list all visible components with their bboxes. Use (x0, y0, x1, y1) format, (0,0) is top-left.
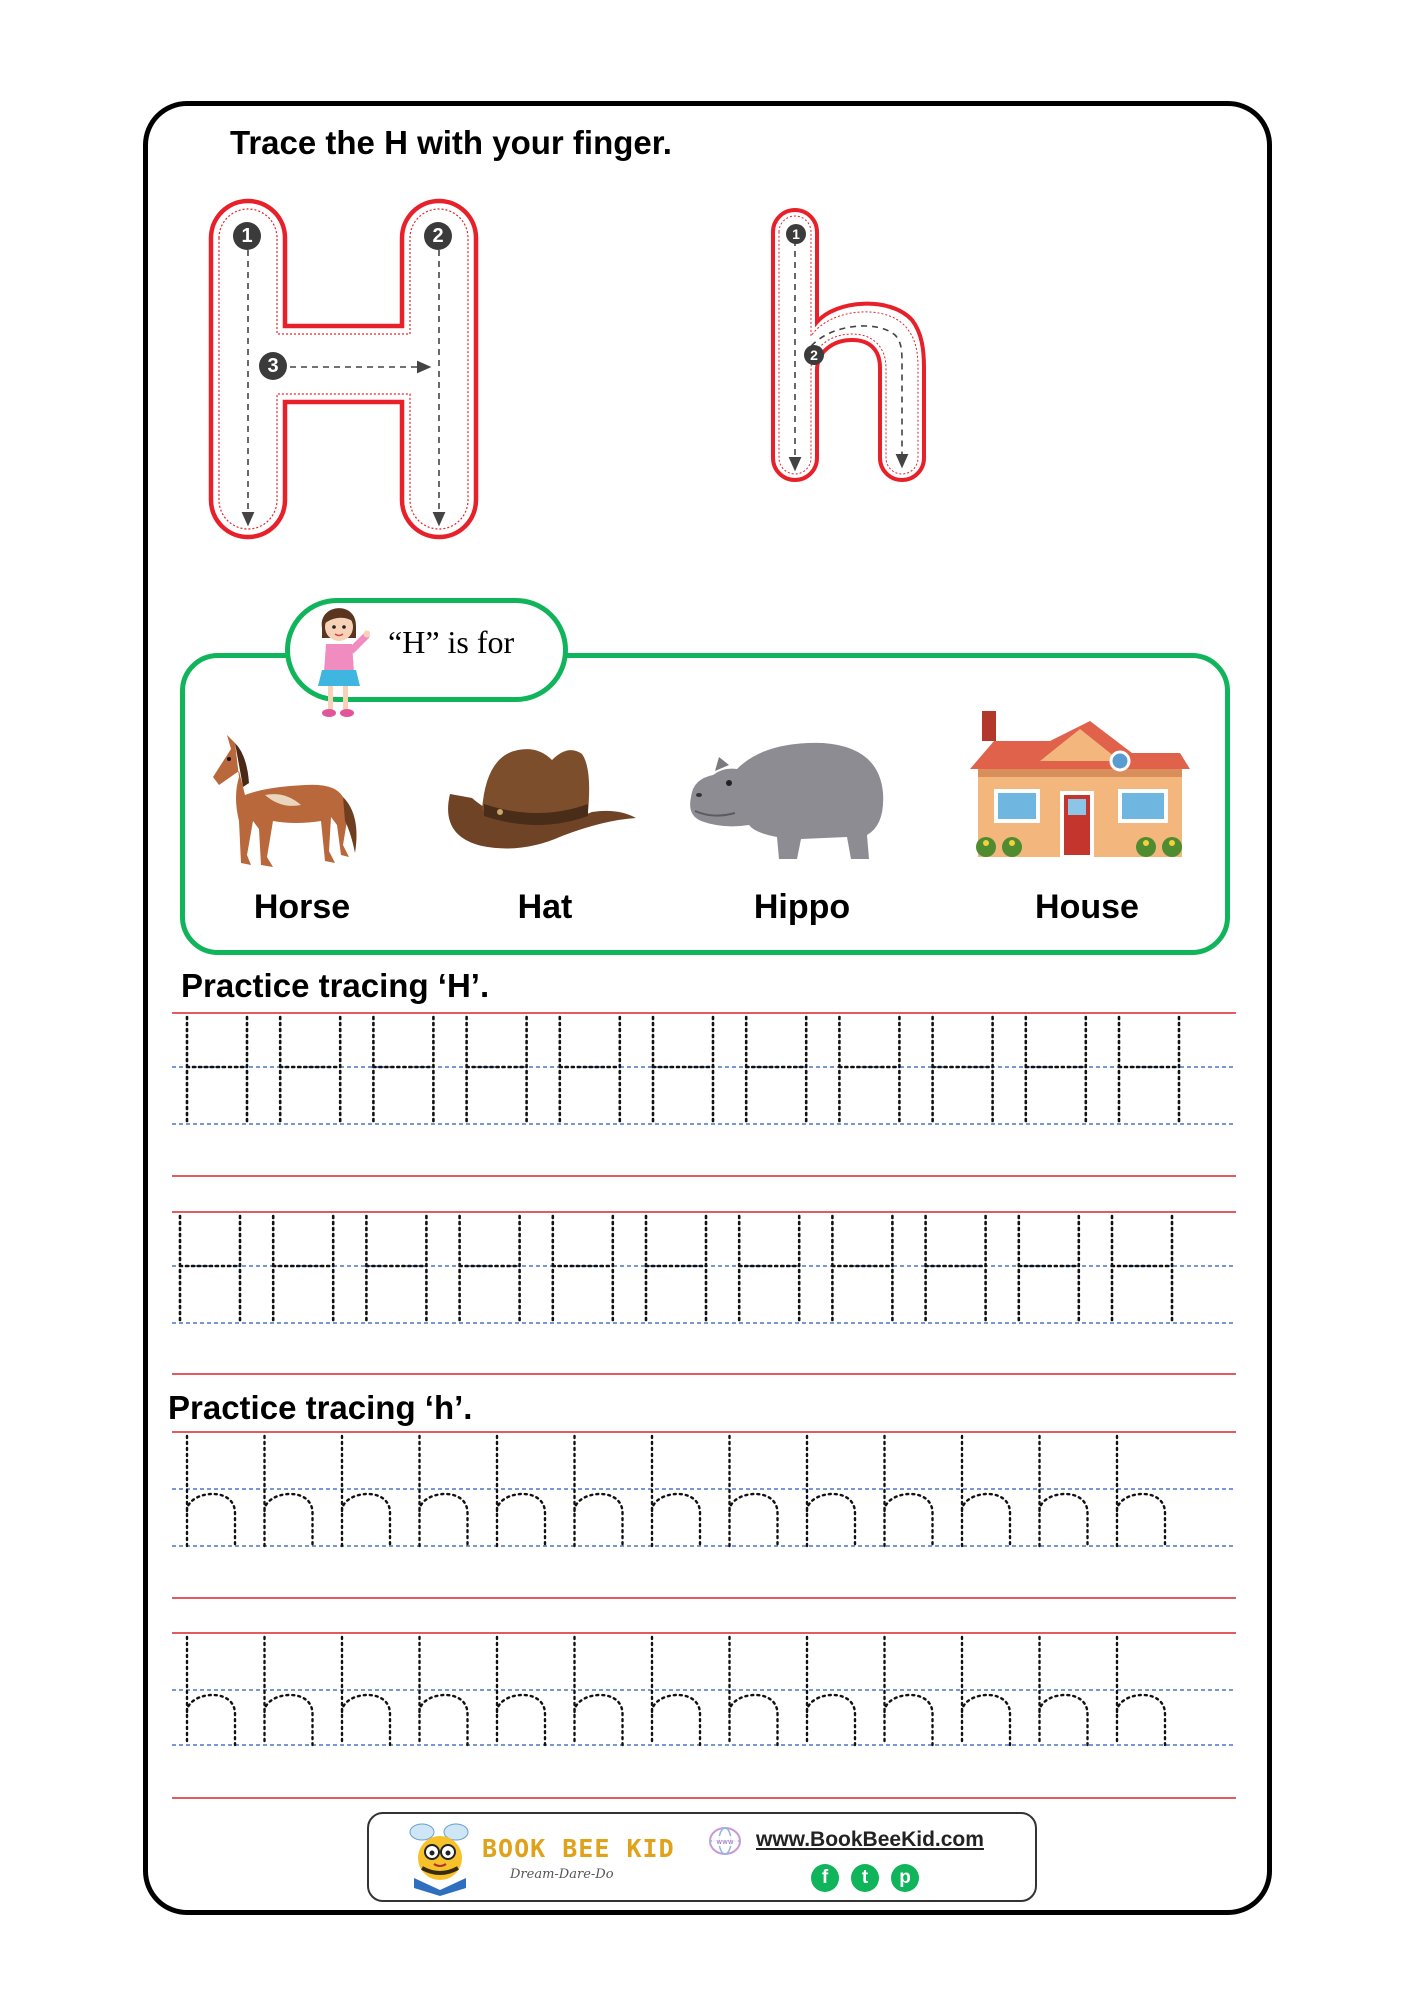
dotted-uppercase-h (926, 1216, 986, 1323)
dotted-lowercase-h (1117, 1436, 1165, 1546)
hat-picture (442, 738, 638, 858)
dotted-lowercase-h (342, 1637, 390, 1745)
practice-uppercase-heading: Practice tracing ‘H’. (181, 967, 490, 1004)
dotted-lowercase-h (652, 1436, 700, 1546)
dotted-lowercase-h (962, 1436, 1010, 1546)
dotted-lowercase-h (807, 1436, 855, 1546)
website-link[interactable]: www.BookBeeKid.com (756, 1828, 984, 1851)
house-picture (970, 707, 1190, 865)
dotted-lowercase-h (265, 1436, 313, 1546)
word-label: Horse (253, 888, 351, 926)
stroke-number-badge: 3 (259, 352, 287, 380)
dotted-uppercase-h (560, 1017, 620, 1124)
dotted-lowercase-h (730, 1436, 778, 1546)
dotted-uppercase-h (653, 1017, 713, 1124)
uppercase-h-outline (211, 201, 476, 537)
girl-picture (310, 600, 370, 722)
dotted-lowercase-h (187, 1436, 235, 1546)
dotted-lowercase-h (807, 1637, 855, 1745)
dotted-lowercase-h (187, 1637, 235, 1745)
dotted-uppercase-h (460, 1216, 520, 1323)
instruction-heading: Trace the H with your finger. (230, 124, 672, 161)
dotted-uppercase-h (273, 1216, 333, 1323)
brand-tagline: Dream-Dare-Do (510, 1867, 614, 1882)
globe-icon (708, 1826, 742, 1856)
dotted-lowercase-h (962, 1637, 1010, 1745)
practice-tracing-area (0, 990, 1414, 1820)
dotted-lowercase-h (420, 1436, 468, 1546)
dotted-lowercase-h (420, 1637, 468, 1745)
dotted-uppercase-h (187, 1017, 247, 1124)
dotted-lowercase-h (885, 1637, 933, 1745)
lowercase-h-outline (773, 210, 924, 480)
brand-name: BOOK BEE KID (482, 1834, 675, 1863)
dotted-uppercase-h (832, 1216, 892, 1323)
word-label: House (1035, 888, 1139, 926)
stroke-number-badge: 1 (233, 222, 261, 250)
trace-letters (0, 0, 1414, 560)
dotted-lowercase-h (265, 1637, 313, 1745)
svg-text:www: www (716, 1838, 734, 1846)
dotted-uppercase-h (373, 1017, 433, 1124)
dotted-uppercase-h (366, 1216, 426, 1323)
dotted-lowercase-h (575, 1436, 623, 1546)
dotted-uppercase-h (839, 1017, 899, 1124)
dotted-lowercase-h (885, 1436, 933, 1546)
dotted-lowercase-h (342, 1436, 390, 1546)
word-label: Hat (517, 888, 573, 926)
dotted-uppercase-h (553, 1216, 613, 1323)
dotted-lowercase-h (652, 1637, 700, 1745)
stroke-number-badge: 2 (804, 345, 824, 365)
dotted-uppercase-h (933, 1017, 993, 1124)
pinterest-icon[interactable]: p (891, 1864, 919, 1892)
dotted-lowercase-h (1040, 1637, 1088, 1745)
dotted-lowercase-h (1040, 1436, 1088, 1546)
dotted-lowercase-h (1117, 1637, 1165, 1745)
practice-lowercase-heading: Practice tracing ‘h’. (168, 1389, 473, 1426)
dotted-lowercase-h (730, 1637, 778, 1745)
dotted-lowercase-h (575, 1637, 623, 1745)
dotted-uppercase-h (739, 1216, 799, 1323)
word-label: Hippo (753, 888, 851, 926)
hippo-picture (683, 735, 893, 867)
dotted-uppercase-h (1119, 1017, 1179, 1124)
dotted-lowercase-h (497, 1436, 545, 1546)
bee-logo-icon (400, 1816, 478, 1896)
dotted-uppercase-h (1112, 1216, 1172, 1323)
stroke-number-badge: 2 (424, 222, 452, 250)
dotted-uppercase-h (280, 1017, 340, 1124)
dotted-lowercase-h (497, 1637, 545, 1745)
dotted-uppercase-h (1026, 1017, 1086, 1124)
facebook-icon[interactable]: f (811, 1864, 839, 1892)
horse-picture (205, 725, 365, 875)
dotted-uppercase-h (646, 1216, 706, 1323)
h-is-for-label: “H” is for (388, 624, 515, 660)
dotted-uppercase-h (746, 1017, 806, 1124)
dotted-uppercase-h (1019, 1216, 1079, 1323)
dotted-uppercase-h (180, 1216, 240, 1323)
dotted-uppercase-h (467, 1017, 527, 1124)
twitter-icon[interactable]: t (851, 1864, 879, 1892)
stroke-number-badge: 1 (786, 224, 806, 244)
